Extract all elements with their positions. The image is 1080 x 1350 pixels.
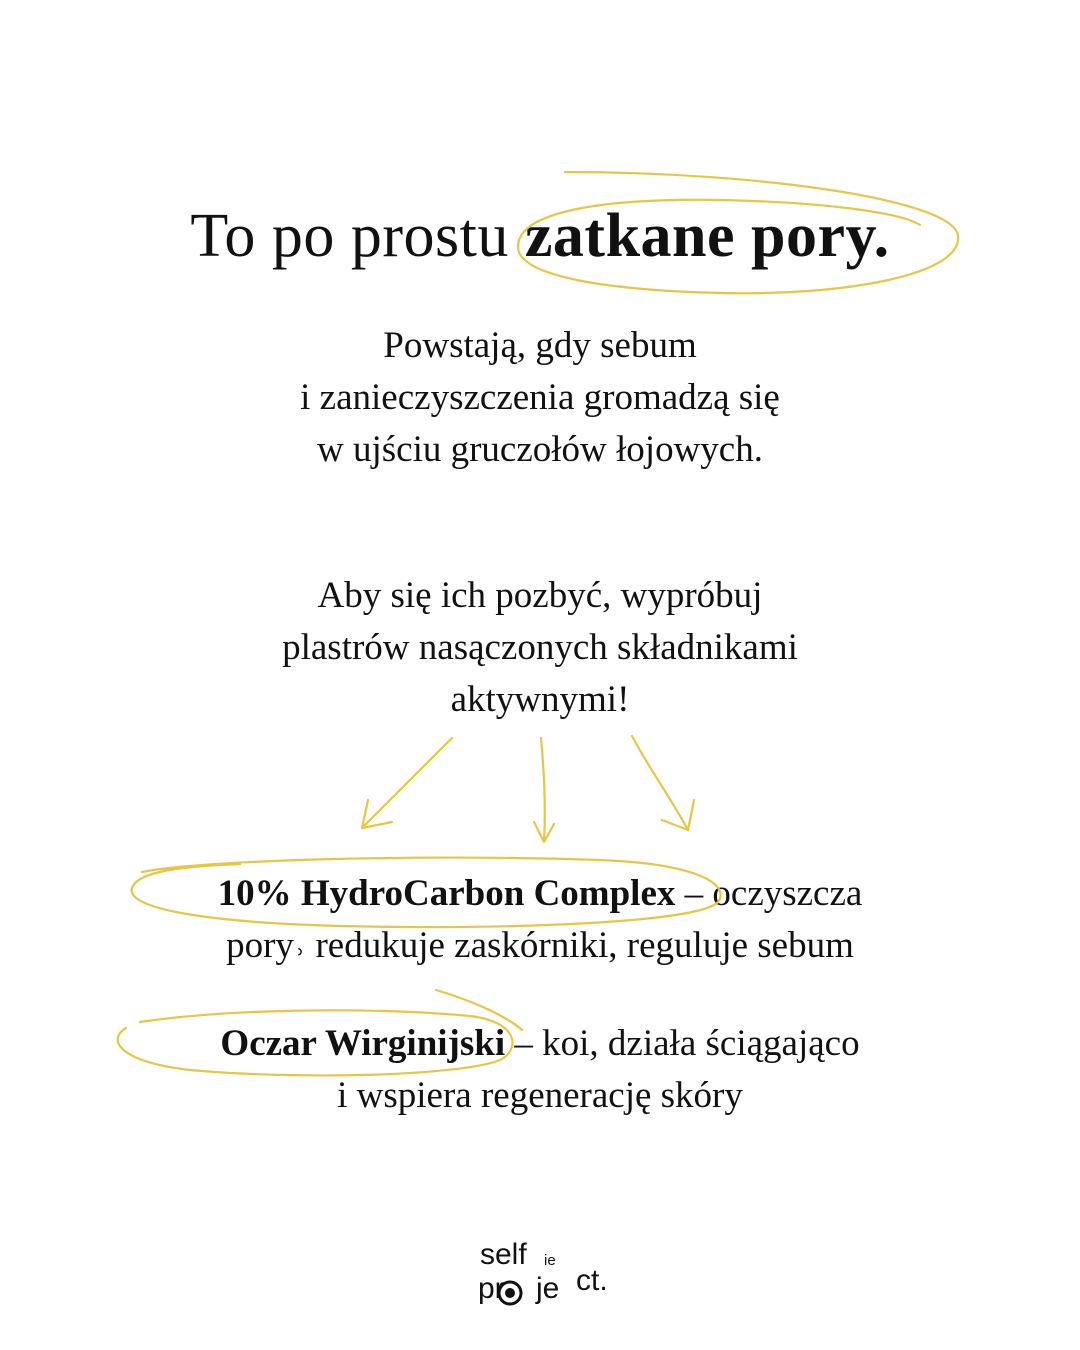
- arrow-middle: [534, 738, 554, 842]
- intro-line: w ujściu gruczołów łojowych.: [317, 429, 763, 470]
- brand-logo: [470, 1236, 620, 1316]
- ingredient-line: [0, 1018, 1080, 1070]
- intro-line: i zanieczyszczenia gromadzą się: [300, 377, 780, 418]
- ingredient-oczar: [0, 1018, 1080, 1122]
- intro-line: Powstają, gdy sebum: [383, 325, 697, 366]
- cta-line: plastrów nasączonych składnikami: [282, 627, 798, 668]
- arrow-left: [362, 738, 452, 828]
- ingredient-description: pory˒ redukuje zaskórniki, reguluje sebum: [226, 925, 854, 966]
- logo-word-je: je: [536, 1272, 560, 1305]
- ingredient-description: – oczyszcza: [675, 873, 863, 914]
- logo-word-self: self: [480, 1238, 527, 1271]
- intro-paragraph: [0, 320, 1080, 476]
- ingredient-name: Oczar Wirginijski: [220, 1023, 506, 1064]
- logo-word-pr: pr: [478, 1272, 505, 1305]
- cta-line: Aby się ich pozbyć, wypróbuj: [317, 575, 763, 616]
- headline-bold: zatkane pory.: [524, 202, 890, 270]
- ingredient-line: [0, 868, 1080, 920]
- arrow-right: [632, 736, 694, 830]
- ingredient-description: i wspiera regenerację skóry: [337, 1075, 743, 1116]
- logo-word-ct: ct.: [576, 1264, 608, 1297]
- cta-line: aktywnymi!: [450, 679, 630, 720]
- logo-sup: ie: [544, 1252, 556, 1269]
- ingredient-hydrocarbon: [0, 868, 1080, 972]
- headline-normal: To po prostu: [190, 202, 509, 270]
- cta-paragraph: [0, 570, 1080, 726]
- ingredient-name: 10% HydroCarbon Complex: [217, 873, 676, 914]
- headline: [0, 196, 1080, 276]
- ingredient-description: – koi, działa ściągająco: [505, 1023, 860, 1064]
